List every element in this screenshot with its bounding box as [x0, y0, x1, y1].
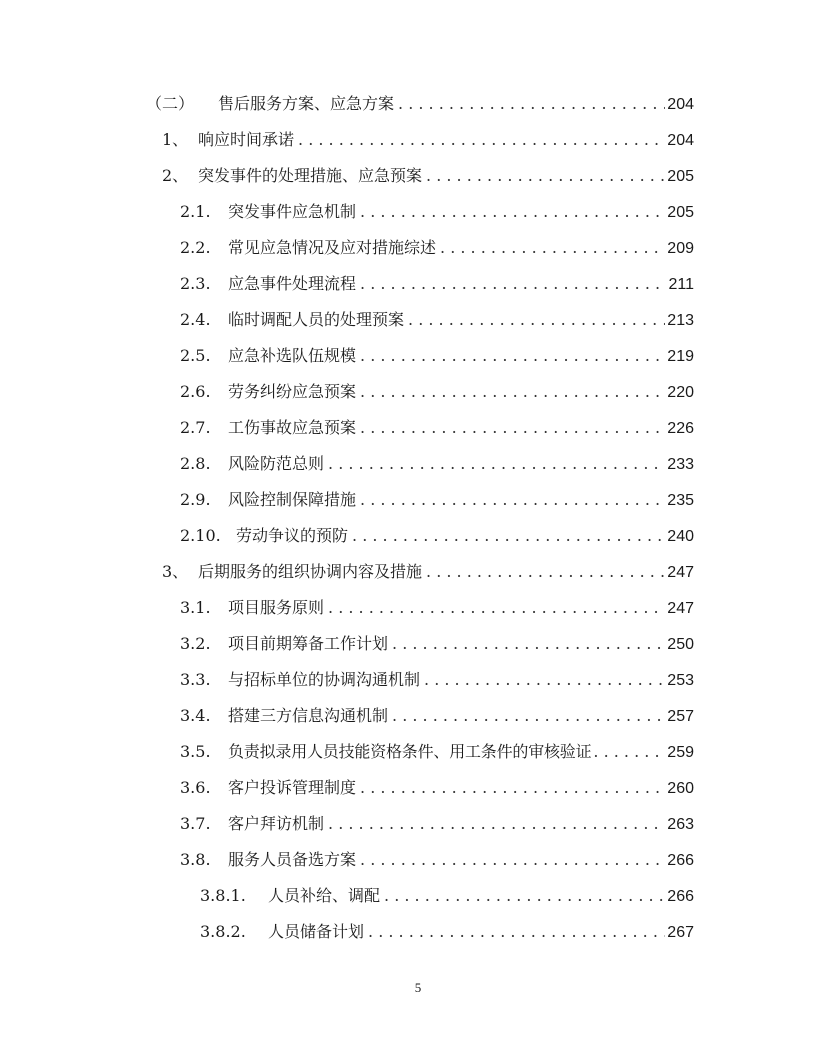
toc-entry[interactable] — [180, 738, 694, 766]
toc-entry-page: 209 — [667, 240, 694, 257]
toc-entry-number: 2.3. — [180, 274, 211, 293]
toc-dot-leader — [368, 918, 665, 946]
toc-entry-number: 3.7. — [180, 814, 211, 833]
toc-dot-leader — [440, 234, 665, 262]
toc-dot-leader — [593, 738, 663, 766]
toc-entry[interactable] — [200, 918, 694, 946]
toc-dot-leader — [360, 270, 666, 298]
toc-entry-page: 259 — [667, 744, 694, 761]
toc-entry[interactable] — [180, 378, 694, 406]
toc-entry-title: 客户投诉管理制度 — [228, 778, 357, 797]
toc-entry-page: 266 — [667, 888, 694, 905]
toc-entry-title: 常见应急情况及应对措施综述 — [228, 238, 437, 257]
toc-entry[interactable] — [162, 558, 694, 586]
toc-entry[interactable] — [180, 414, 694, 442]
toc-entry-number: 3.5. — [180, 742, 211, 761]
toc-entry[interactable] — [180, 594, 694, 622]
toc-dot-leader — [392, 630, 665, 658]
toc-entry[interactable] — [180, 810, 694, 838]
toc-entry-page: 260 — [667, 780, 694, 797]
toc-dot-leader — [426, 162, 665, 190]
toc-entry[interactable] — [200, 882, 694, 910]
toc-dot-leader — [360, 198, 665, 226]
toc-entry[interactable] — [180, 342, 694, 370]
toc-dot-leader — [328, 450, 665, 478]
toc-entry-number: 2.2. — [180, 238, 211, 257]
toc-entry[interactable] — [180, 522, 694, 550]
toc-entry[interactable] — [180, 234, 694, 262]
toc-entry-number: 3.8. — [180, 850, 211, 869]
toc-entry-page: 267 — [667, 924, 694, 941]
toc-dot-leader — [360, 378, 665, 406]
toc-entry-number: 2.4. — [180, 310, 211, 329]
toc-dot-leader — [360, 414, 665, 442]
toc-dot-leader — [352, 522, 665, 550]
toc-entry-title: 风险防范总则 — [228, 454, 325, 473]
toc-entry[interactable] — [180, 306, 694, 334]
toc-dot-leader — [360, 846, 665, 874]
toc-entry-number: 2.1. — [180, 202, 211, 221]
toc-entry-page: 205 — [667, 168, 694, 185]
toc-entry-number: 2.5. — [180, 346, 211, 365]
toc-entry[interactable] — [162, 162, 694, 190]
toc-entry-page: 204 — [667, 132, 694, 149]
toc-entry[interactable] — [180, 486, 694, 514]
toc-entry-number: 3.8.2. — [200, 922, 246, 941]
toc-entry-number: 2、 — [162, 166, 189, 185]
toc-entry-page: 263 — [667, 816, 694, 833]
toc-entry[interactable] — [146, 90, 694, 118]
toc-entry-number: 3.4. — [180, 706, 211, 725]
toc-entry-title: 临时调配人员的处理预案 — [228, 310, 405, 329]
toc-dot-leader — [384, 882, 665, 910]
toc-dot-leader — [408, 306, 665, 334]
toc-entry-page: 233 — [667, 456, 694, 473]
toc-entry-page: 247 — [667, 564, 694, 581]
toc-entry[interactable] — [180, 198, 694, 226]
toc-entry-number: 1、 — [162, 130, 189, 149]
toc-entry-page: 211 — [668, 276, 694, 293]
toc-entry-number: 3.3. — [180, 670, 211, 689]
toc-entry-title: 项目前期筹备工作计划 — [228, 634, 389, 653]
toc-entry-title: 应急事件处理流程 — [228, 274, 357, 293]
toc-entry[interactable] — [180, 846, 694, 874]
toc-entry-number: （二） — [146, 94, 195, 113]
toc-entry-number: 3、 — [162, 562, 189, 581]
page-number: 5 — [414, 980, 422, 995]
toc-dot-leader — [328, 594, 665, 622]
toc-entry[interactable] — [180, 702, 694, 730]
toc-entry[interactable] — [180, 666, 694, 694]
toc-entry-number: 2.10. — [180, 526, 221, 545]
toc-dot-leader — [426, 558, 665, 586]
toc-entry-page: 220 — [667, 384, 694, 401]
toc-entry-title: 工伤事故应急预案 — [228, 418, 357, 437]
toc-entry-page: 226 — [667, 420, 694, 437]
toc-entry-number: 2.7. — [180, 418, 211, 437]
toc-entry-page: 219 — [667, 348, 694, 365]
toc-dot-leader — [328, 810, 665, 838]
toc-entry-page: 257 — [667, 708, 694, 725]
toc-entry[interactable] — [180, 774, 694, 802]
toc-entry[interactable] — [180, 630, 694, 658]
toc-dot-leader — [360, 774, 665, 802]
toc-entry-title: 劳动争议的预防 — [236, 526, 349, 545]
toc-entry-page: 247 — [667, 600, 694, 617]
toc-entry[interactable] — [180, 270, 694, 298]
toc-dot-leader — [424, 666, 665, 694]
toc-entry-number: 2.6. — [180, 382, 211, 401]
toc-entry-title: 劳务纠纷应急预案 — [228, 382, 357, 401]
toc-entry-page: 213 — [667, 312, 694, 329]
toc-entry-title: 响应时间承诺 — [198, 130, 295, 149]
toc-entry-number: 3.6. — [180, 778, 211, 797]
toc-entry-page: 204 — [667, 96, 694, 113]
toc-entry-title: 突发事件应急机制 — [228, 202, 357, 221]
toc-entry-title: 应急补选队伍规模 — [228, 346, 357, 365]
toc-entry-number: 3.8.1. — [200, 886, 246, 905]
toc-entry-title: 人员补给、调配 — [268, 886, 381, 905]
toc-dot-leader — [360, 486, 665, 514]
toc-entry-title: 服务人员备选方案 — [228, 850, 357, 869]
toc-entry-page: 250 — [667, 636, 694, 653]
toc-entry-number: 2.8. — [180, 454, 211, 473]
toc-entry-title: 搭建三方信息沟通机制 — [228, 706, 389, 725]
toc-entry-title: 负责拟录用人员技能资格条件、用工条件的审核验证 — [228, 742, 592, 761]
toc-entry-page: 205 — [667, 204, 694, 221]
toc-entry-page: 235 — [667, 492, 694, 509]
toc-entry-number: 2.9. — [180, 490, 211, 509]
toc-entry-title: 与招标单位的协调沟通机制 — [228, 670, 421, 689]
toc-entry-page: 266 — [667, 852, 694, 869]
toc-entry-title: 售后服务方案、应急方案 — [218, 94, 395, 113]
toc-entry-title: 客户拜访机制 — [228, 814, 325, 833]
toc-dot-leader — [360, 342, 665, 370]
toc-entry-title: 风险控制保障措施 — [228, 490, 357, 509]
toc-entry-title: 后期服务的组织协调内容及措施 — [198, 562, 423, 581]
toc-dot-leader — [298, 126, 665, 154]
toc-entry-page: 240 — [667, 528, 694, 545]
toc-entry-title: 项目服务原则 — [228, 598, 325, 617]
toc-entry[interactable] — [162, 126, 694, 154]
toc-entry-title: 人员储备计划 — [268, 922, 365, 941]
toc-entry-number: 3.1. — [180, 598, 211, 617]
toc-dot-leader — [398, 90, 665, 118]
toc-dot-leader — [392, 702, 665, 730]
toc-entry-number: 3.2. — [180, 634, 211, 653]
toc-entry[interactable] — [180, 450, 694, 478]
toc-entry-page: 253 — [667, 672, 694, 689]
toc-entry-title: 突发事件的处理措施、应急预案 — [198, 166, 423, 185]
